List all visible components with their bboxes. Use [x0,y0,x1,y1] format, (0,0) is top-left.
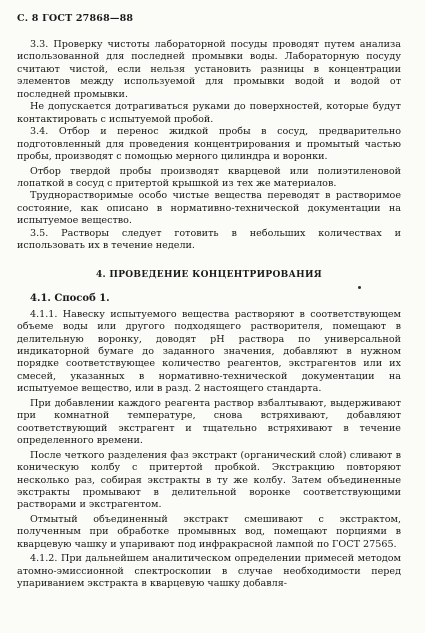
paragraph: Труднорастворимые особо чистые вещества переводят в растворимое состояние, как описано в нормативно-технической документации на испытуемое вещество. [17,190,401,227]
paragraph: Не допускается дотрагиваться руками до поверхностей, которые будут контактировать с испытуемой пробой. [17,101,401,125]
paragraph: 4.1.2. При дальнейшем аналитическом определении примесей методом атомно-эмиссионной спектроскопии в случае необходимости перед упариванием экстракта в кварцевую чашку добавля- [17,553,401,590]
page-header: С. 8 ГОСТ 27868—88 [17,13,134,24]
paragraph: 4.1.1. Навеску испытуемого вещества растворяют в соответствующем объеме воды или другого подходящего растворителя, помещают в делительную воронку, доводят рН раствора по универсальной индикаторной бумаге до заданного значения, добавляют в нужном порядке соответствующее количество реагентов, экстрагентов или их смесей, указанных в нормативно-технической документации на испытуемое вещество, или в разд. 2 настоящего стандарта. [17,308,401,395]
subsection-heading: 4.1. Способ 1. [30,293,110,305]
document-body [17,39,401,591]
paragraph: Отбор твердой пробы производят кварцевой или полиэтиленовой лопаткой в сосуд с притертой крышкой из тех же материалов. [17,165,401,189]
paragraph: 3.4. Отбор и перенос жидкой пробы в сосуд, предварительно подготовленный для проведения концентрирования и промытый частью пробы, производят с помощью мерного цилиндра и воронки. [17,126,401,163]
paragraph: 3.3. Проверку чистоты лабораторной посуды проводят путем анализа использованной для последней промывки воды. Лабораторную посуду считают чистой, если нельзя установить разницы в концентрации элементов между используемой для промывки водой и водой от последней промывки. [17,39,401,100]
paragraph: При добавлении каждого реагента раствор взбалтывают, выдерживают при комнатной температуре, снова встряхивают, добавляют соответствующий экстрагент и тщательно встряхивают в течение определенного времени. [17,397,401,447]
paragraph: После четкого разделения фаз экстракт (органический слой) сливают в коническую колбу с притертой пробкой. Экстракцию повторяют несколько раз, собирая экстракты в ту же колбу. Затем объединенные экстракты промывают в делительной воронке соответствующими растворами и экстрагентом. [17,449,401,511]
section-heading: 4. ПРОВЕДЕНИЕ КОНЦЕНТРИРОВАНИЯ [95,269,322,280]
paragraph: 3.5. Растворы следует готовить в небольших количествах и использовать их в течение недели. [17,227,401,252]
paragraph: Отмытый объединенный экстракт смешивают с экстрактом, полученным при обработке промывных вод, помещают порциями в кварцевую чашку и упаривают под инфракрасной лампой по ГОСТ 27565. [17,513,401,550]
